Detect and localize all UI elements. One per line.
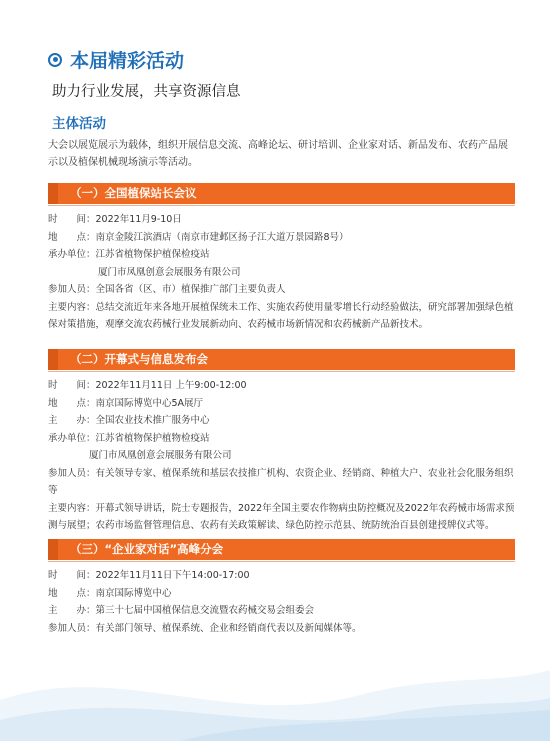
detail-value: 总结交流近年来各地开展植保统未工作、实施农药使用量零增长行动经验做法，研究部署加强绿色植保对策措施，观摩交流农药械行业发展新动向、农药械市场新情况和农药械新产品新技术。 bbox=[48, 301, 514, 330]
detail-label: 时 间： bbox=[48, 570, 96, 581]
detail-row bbox=[48, 264, 518, 282]
detail-label: 地 点： bbox=[48, 397, 96, 409]
detail-value: 南京国际博览中心5A展厅 bbox=[95, 397, 204, 409]
detail-row bbox=[48, 602, 518, 620]
detail-row bbox=[48, 447, 518, 465]
detail-value: 第三十七届中国植保信息交流暨农药械交易会组委会 bbox=[95, 605, 315, 616]
detail-label: 主 办： bbox=[48, 605, 96, 616]
page-subtitle: 助力行业发展，共享资源信息 bbox=[52, 84, 241, 100]
detail-value: 南京国际博览中心 bbox=[95, 587, 172, 599]
page-title-row bbox=[48, 46, 184, 73]
detail-row bbox=[48, 500, 518, 535]
detail-row bbox=[48, 211, 518, 229]
detail-row bbox=[48, 377, 518, 395]
detail-value: 厦门市凤凰创意会展服务有限公司 bbox=[89, 450, 232, 461]
detail-row bbox=[48, 281, 518, 299]
detail-row bbox=[48, 395, 518, 413]
detail-row bbox=[48, 229, 518, 247]
detail-value: 2022年11月11日下午14:00-17:00 bbox=[95, 570, 250, 581]
detail-label: 主 办： bbox=[48, 415, 96, 426]
decorative-wave-background bbox=[0, 640, 550, 741]
section-2-details bbox=[48, 377, 518, 535]
detail-row bbox=[48, 620, 518, 638]
detail-label: 时 间： bbox=[48, 214, 96, 225]
detail-label: 参加人员： bbox=[48, 467, 96, 479]
detail-row bbox=[48, 299, 518, 334]
section-3-details bbox=[48, 567, 518, 637]
detail-value: 开幕式领导讲话，院士专题报告，2022年全国主要农作物病虫防控概况及2022年农药械市场需求预测与展望；农药市场监督管理信息、农药有关政策解读、绿色防控示范县、统防统治百县创建授牌仪式等。 bbox=[48, 502, 515, 531]
detail-row bbox=[48, 465, 518, 500]
detail-value: 有关部门领导、植保系统、企业和经销商代表以及新闻媒体等。 bbox=[95, 622, 362, 634]
detail-value: 江苏省植物保护植物检疫站 bbox=[95, 432, 210, 444]
section-bar-3: （三）“企业家对话”高峰分会 bbox=[48, 539, 515, 560]
section-1-details bbox=[48, 211, 518, 334]
intro-paragraph: 大会以展览展示为载体，组织开展信息交流、高峰论坛、研讨培训、企业家对话、新品发布、农药产品展示以及植保机械现场演示等活动。 bbox=[48, 140, 508, 168]
detail-row bbox=[48, 567, 518, 585]
detail-value: 全国各省（区、市）植保推广部门主要负责人 bbox=[95, 284, 286, 295]
detail-value: 全国农业技术推广服务中心 bbox=[95, 415, 210, 426]
detail-value: 2022年11月9-10日 bbox=[95, 214, 182, 225]
detail-row bbox=[48, 412, 518, 430]
detail-value: 有关领导专家、植保系统和基层农技推广机构、农资企业、经销商、种植大户、农业社会化服务组织等 bbox=[48, 467, 514, 496]
detail-value: 江苏省植物保护植保检疫站 bbox=[95, 249, 210, 260]
detail-value: 厦门市凤凰创意会展服务有限公司 bbox=[98, 266, 241, 278]
detail-label: 承办单位： bbox=[48, 249, 96, 260]
detail-value: 2022年11月11日 上午9:00-12:00 bbox=[95, 380, 247, 391]
detail-label: 主要内容： bbox=[48, 502, 96, 514]
detail-label: 时 间： bbox=[48, 380, 96, 391]
target-circle-icon bbox=[48, 53, 62, 67]
detail-label: 地 点： bbox=[48, 587, 96, 599]
section-bar-2: （二）开幕式与信息发布会 bbox=[48, 349, 515, 370]
section-heading: 主体活动 bbox=[52, 116, 106, 132]
page-title: 本届精彩活动 bbox=[70, 50, 185, 72]
section-bar-1: （一）全国植保站长会议 bbox=[48, 183, 515, 204]
detail-row bbox=[48, 585, 518, 603]
detail-label: 参加人员： bbox=[48, 622, 96, 634]
detail-label: 参加人员： bbox=[48, 284, 96, 295]
detail-row bbox=[48, 430, 518, 448]
detail-label: 地 点： bbox=[48, 231, 96, 243]
detail-label: 承办单位： bbox=[48, 432, 96, 444]
detail-row bbox=[48, 246, 518, 264]
detail-label: 主要内容： bbox=[48, 301, 96, 313]
detail-value: 南京金陵江滨酒店（南京市建邺区扬子江大道万景园路8号） bbox=[95, 231, 349, 243]
